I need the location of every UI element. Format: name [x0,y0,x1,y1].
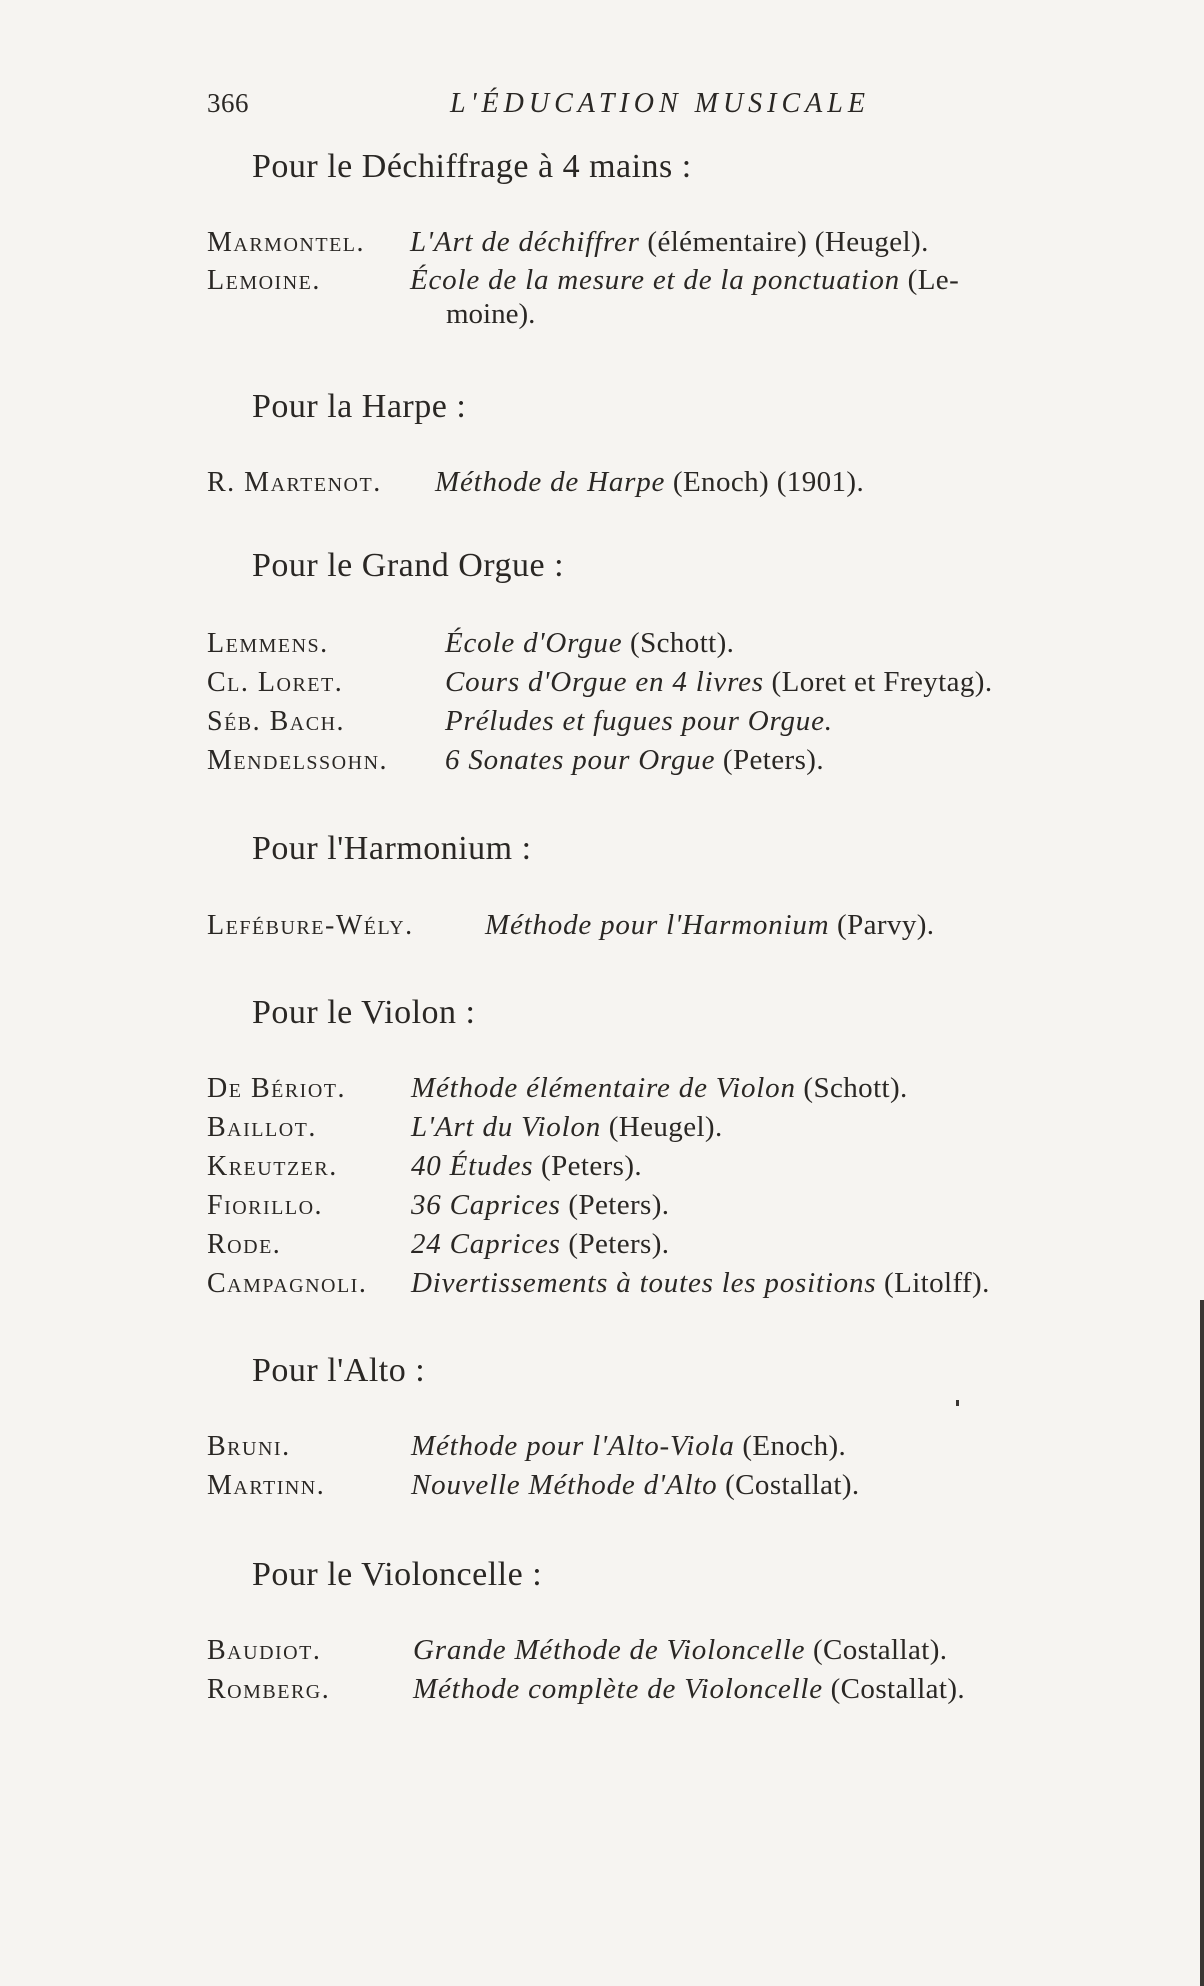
entry-bach [207,701,1144,742]
entry-publisher: (Costallat). [717,1469,860,1501]
entry-title: École de la mesure et de la ponctuation [410,264,900,296]
section-heading-grand-orgue: Pour le Grand Orgue : [252,547,565,584]
entry-author: Séb. Bach. [207,706,346,737]
entry-author: Lemoine. [207,265,321,296]
entry-title: Divertissements à toutes les positions [411,1267,877,1299]
entry-publisher: (Parvy). [829,909,935,941]
entry-baudiot [207,1630,1144,1671]
entry-author: Kreutzer. [207,1151,338,1182]
entry-lemoine [207,260,1144,301]
entry-martinn [207,1465,1144,1506]
entry-title: 6 Sonates pour Orgue [445,744,716,776]
entry-title: Nouvelle Méthode d'Alto [411,1469,718,1501]
entry-author: Lemmens. [207,628,329,659]
entry-author: R. Martenot. [207,467,382,498]
entry-publisher: (Enoch). [734,1430,847,1462]
entry-publisher: (Schott). [622,627,735,659]
entry-publisher: (élémentaire) (Heugel). [639,226,929,258]
entry-baillot [207,1107,1144,1148]
entry-title: Méthode pour l'Harmonium [485,909,830,941]
entry-title: L'Art de déchiffrer [410,226,640,258]
entry-author: Baudiot. [207,1635,322,1666]
page-edge-shadow [1200,1300,1204,1986]
entry-mendelssohn [207,740,1144,781]
entry-author: Bruni. [207,1431,291,1462]
ink-speck [956,1400,959,1406]
entry-publisher: (Peters). [533,1150,643,1182]
entry-romberg [207,1669,1144,1710]
entry-author: Fiorillo. [207,1190,324,1221]
section-heading-violoncelle: Pour le Violoncelle : [252,1556,543,1593]
entry-author: De Bériot. [207,1073,346,1104]
entry-author: Mendelssohn. [207,745,389,776]
entry-title: 24 Caprices [411,1228,561,1260]
entry-fiorillo [207,1185,1144,1226]
entry-publisher: (Loret et Freytag). [763,666,993,698]
section-heading-violon: Pour le Violon : [252,994,476,1031]
entry-publisher: (Costallat). [805,1634,948,1666]
entry-publisher: (Peters). [715,744,824,776]
entry-bruni [207,1426,1144,1467]
running-title: L'ÉDUCATION MUSICALE [450,88,870,119]
section-heading-alto: Pour l'Alto : [252,1352,426,1389]
entry-publisher: (Enoch) (1901). [665,466,865,498]
entry-title: 40 Études [411,1150,534,1182]
entry-author: Rode. [207,1229,282,1260]
entry-publisher: (Costallat). [822,1673,966,1705]
page-number: 366 [207,88,249,118]
entry-author: Lefébure-Wély. [207,910,414,941]
entry-marmontel [207,222,1144,263]
entry-author: Campagnoli. [207,1268,368,1299]
entry-title: L'Art du Violon [411,1111,602,1143]
entry-continuation: moine). [446,298,536,330]
entry-author: Cl. Loret. [207,667,344,698]
entry-publisher: (Schott). [795,1072,908,1104]
entry-title: Préludes et fugues pour Orgue. [445,705,833,737]
entry-author: Baillot. [207,1112,317,1143]
entry-de-beriot [207,1068,1144,1109]
entry-author: Romberg. [207,1674,331,1705]
entry-kreutzer [207,1146,1144,1187]
entry-rode [207,1224,1144,1265]
entry-title: Cours d'Orgue en 4 livres [445,666,764,698]
entry-title: Méthode pour l'Alto-Viola [411,1430,735,1462]
entry-publisher: (Le- [899,264,960,296]
entry-title: Méthode complète de Violoncelle [413,1673,823,1705]
entry-martenot [207,462,1144,503]
entry-title: 36 Caprices [411,1189,561,1221]
section-heading-harmonium: Pour l'Harmonium : [252,830,532,867]
entry-publisher: (Heugel). [601,1111,723,1143]
entry-author: Martinn. [207,1470,326,1501]
section-heading-dechiffrage: Pour le Déchiffrage à 4 mains : [252,148,692,185]
entry-title: Méthode de Harpe [435,466,666,498]
entry-title: Grande Méthode de Violoncelle [413,1634,806,1666]
entry-lemmens [207,623,1144,664]
entry-title: École d'Orgue [445,627,623,659]
entry-lefebure-wely [207,905,1144,946]
entry-title: Méthode élémentaire de Violon [411,1072,796,1104]
entry-publisher: (Peters). [560,1189,670,1221]
section-heading-harpe: Pour la Harpe : [252,388,467,425]
entry-campagnoli [207,1263,1144,1304]
entry-publisher: (Litolff). [876,1267,990,1299]
entry-author: Marmontel. [207,227,365,258]
entry-publisher: (Peters). [560,1228,670,1260]
entry-loret [207,662,1144,703]
